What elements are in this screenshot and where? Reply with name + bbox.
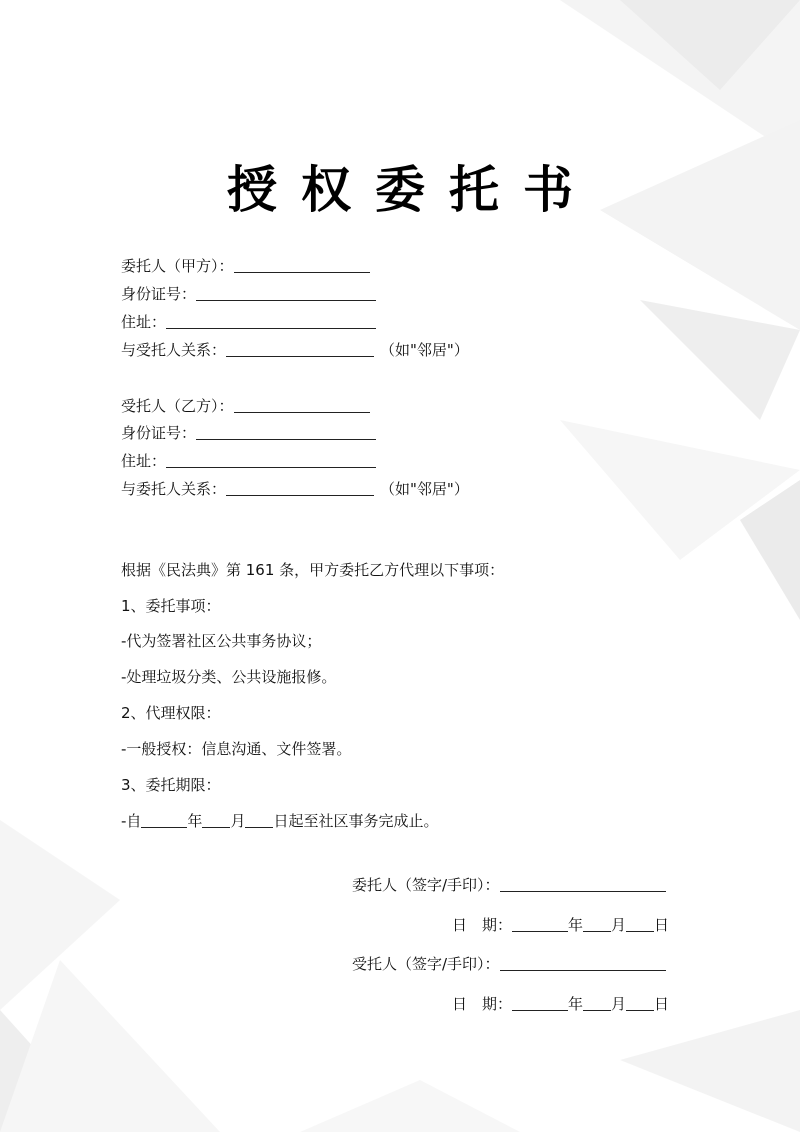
page-title: 授权委托书 xyxy=(227,161,597,219)
agent-date-month-label: 月 xyxy=(611,995,627,1013)
principal-signature-row xyxy=(352,874,666,896)
section1-item1: -代为签署社区公共事务协议； xyxy=(121,632,322,650)
agent-date-day-label: 日 xyxy=(654,995,670,1013)
agent-name-field[interactable] xyxy=(234,396,370,413)
principal-date-day-field[interactable] xyxy=(626,915,654,932)
agent-relation-field[interactable] xyxy=(226,479,374,496)
agent-date-month-field[interactable] xyxy=(583,994,611,1011)
section1-title: 1、委托事项： xyxy=(121,597,221,615)
agent-id-label: 身份证号： xyxy=(121,424,197,442)
principal-relation-field[interactable] xyxy=(226,340,374,357)
section1-item2: -处理垃圾分类、公共设施报修。 xyxy=(121,668,337,686)
principal-date-row xyxy=(452,914,669,936)
section2-title: 2、代理权限： xyxy=(121,704,221,722)
principal-id-label: 身份证号： xyxy=(121,285,197,303)
principal-signature-field[interactable] xyxy=(500,875,666,892)
agent-signature-label: 受托人（签字/手印）： xyxy=(352,955,500,973)
term-month-field[interactable] xyxy=(202,811,230,828)
principal-signature-label: 委托人（签字/手印）： xyxy=(352,876,500,894)
principal-date-month-label: 月 xyxy=(611,916,627,934)
principal-address-field[interactable] xyxy=(166,312,376,329)
agent-address-row xyxy=(121,450,376,472)
principal-address-label: 住址： xyxy=(121,313,167,331)
section3-title: 3、委托期限： xyxy=(121,776,221,794)
principal-date-year-field[interactable] xyxy=(512,915,568,932)
principal-date-day-label: 日 xyxy=(654,916,670,934)
term-suffix: 日起至社区事务完成止。 xyxy=(273,812,439,830)
agent-date-year-field[interactable] xyxy=(512,994,568,1011)
agent-name-label: 受托人（乙方）： xyxy=(121,397,234,415)
term-month-label: 月 xyxy=(230,812,246,830)
section2-item1: -一般授权：信息沟通、文件签署。 xyxy=(121,740,352,758)
principal-date-year-label: 年 xyxy=(568,916,584,934)
principal-address-row xyxy=(121,311,376,333)
agent-relation-label: 与委托人关系： xyxy=(121,480,227,498)
term-year-field[interactable] xyxy=(141,811,187,828)
agent-id-row xyxy=(121,422,376,444)
principal-date-month-field[interactable] xyxy=(583,915,611,932)
agent-relation-hint: （如"邻居"） xyxy=(380,480,469,498)
term-day-field[interactable] xyxy=(245,811,273,828)
agent-signature-field[interactable] xyxy=(500,954,666,971)
principal-relation-hint: （如"邻居"） xyxy=(380,341,469,359)
agent-name-row xyxy=(121,395,370,417)
agent-signature-row xyxy=(352,953,666,975)
agent-relation-row xyxy=(121,478,469,500)
intro-paragraph: 根据《民法典》第 161 条，甲方委托乙方代理以下事项： xyxy=(121,561,505,579)
agent-id-field[interactable] xyxy=(196,423,376,440)
principal-id-row xyxy=(121,283,376,305)
principal-id-field[interactable] xyxy=(196,284,376,301)
principal-name-row xyxy=(121,255,370,277)
principal-name-field[interactable] xyxy=(234,256,370,273)
agent-address-field[interactable] xyxy=(166,451,376,468)
principal-relation-label: 与受托人关系： xyxy=(121,341,227,359)
principal-relation-row xyxy=(121,339,469,361)
agent-date-row xyxy=(452,993,669,1015)
term-prefix: -自 xyxy=(121,812,142,830)
term-year-label: 年 xyxy=(187,812,203,830)
agent-date-label: 日 期： xyxy=(452,995,513,1013)
agent-date-year-label: 年 xyxy=(568,995,584,1013)
principal-name-label: 委托人（甲方）： xyxy=(121,257,234,275)
principal-date-label: 日 期： xyxy=(452,916,513,934)
agent-date-day-field[interactable] xyxy=(626,994,654,1011)
term-row xyxy=(121,810,438,832)
agent-address-label: 住址： xyxy=(121,452,167,470)
